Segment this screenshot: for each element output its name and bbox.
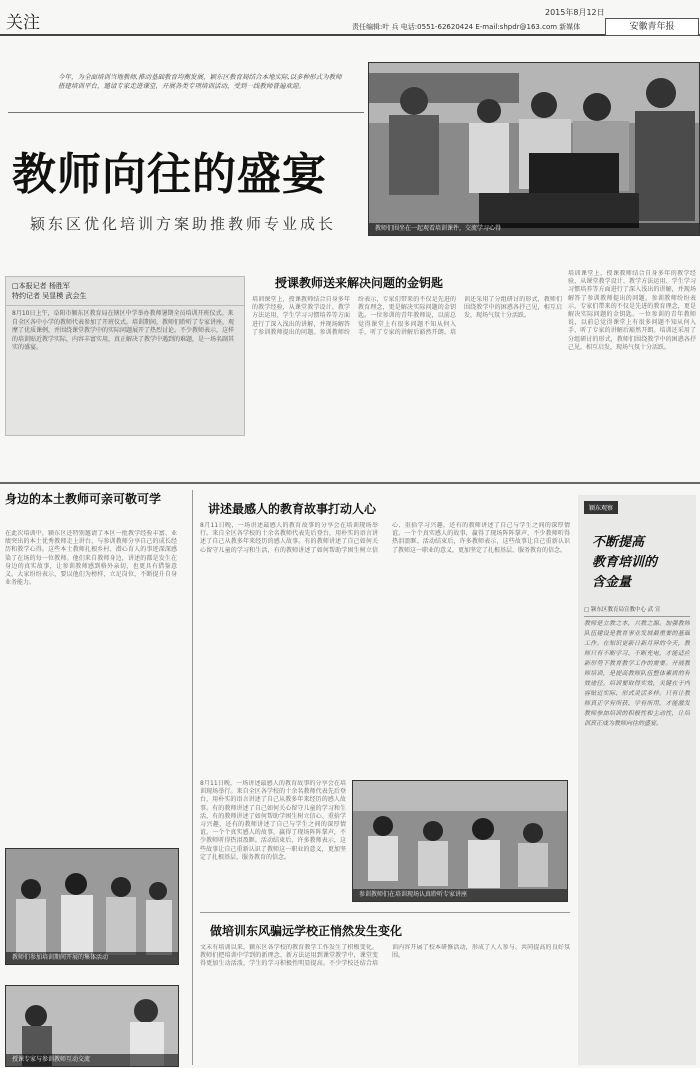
article-1-body: 培训课堂上，授课教师结合自身多年的教学经验，从课堂教学设计、教学方法运用、学生学习习惯培养等方面进行了深入浅出的讲解，并现场解答了参训教师提出的问题。参训教师纷纷表示，专家们带来的不仅是先进的教育理念，更是解决实际问题的金钥匙。一位参训的青年教师说，以前总觉得课堂上有很多问题不知从何入手，听了专家的讲解后豁然开朗。培训还采用了分组研讨的形式，教师们围绕教学中的困惑各抒己见，相互启发，现场气氛十分活跃。	[252, 296, 562, 336]
commentary-body: 教师是立教之本，兴教之源。加强教师队伍建设是教育事业发展最重要的基础工作。在知识更新日新月异的今天，教师只有不断学习、不断充电，才能适应新形势下教育教学工作的需要。开展教师培训，是提高教师队伍整体素质的有效途径。培训要取得实效，关键在于内容贴近实际、形式灵活多样。只有让教师真正学有所获、学有所用，才能激发教师参加培训的积极性和主动性，让培训真正成为教师向往的盛宴。	[584, 620, 690, 727]
lead-paragraph: 今年，为全面培训当地教师,推动基础教育均衡发展，颖东区教育局结合本地实际,以多种形式为教师搭建培训平台，邀请专家走进课堂，开展各类专项培训活动，受到一线教师普遍欢迎。	[58, 73, 342, 90]
commentary-column	[578, 495, 696, 1065]
main-photo-image	[369, 63, 699, 235]
commentary-tag: 颍东观察	[584, 501, 618, 514]
editor-info: 责任编辑:叶 兵 电话:0551-62620424 E-mail:shpdr@163.com 新媒体	[352, 23, 581, 31]
photo-students-image	[6, 849, 178, 964]
article-3-lower-text: 8月11日晚，一场讲述最感人的教育故事的分享会在培训现场举行。来自全区各学校的十余名教师代表先后登台，用朴实的语言讲述了自己从教多年来经历的感人故事。有的教师讲述了自己如何关心留守儿童的学习和生活，有的教师讲述了如何帮助学困生树立信心、重拾学习兴趣，还有的教师讲述了自己与学生之间的深厚情谊。一个个真实感人的故事，赢得了现场阵阵掌声，不少教师听得热泪盈眶。活动结束后，许多教师表示，这些故事让自己重新认识了教师这一职业的意义，更加坚定了扎根基层、服务教育的信念。	[200, 780, 346, 861]
article-2-title: 身边的本土教师可亲可敬可学	[5, 492, 162, 506]
subheadline: 颍东区优化培训方案助推教师专业成长	[30, 215, 337, 233]
article-4-divider	[200, 912, 570, 913]
byline-box	[5, 276, 245, 436]
photo-audience	[352, 780, 568, 902]
article-3-body: 8月11日晚，一场讲述最感人的教育故事的分享会在培训现场举行。来自全区各学校的十余名教师代表先后登台，用朴实的语言讲述了自己从教多年来经历的感人故事。有的教师讲述了自己如何关心留守儿童的学习和生活，有的教师讲述了如何帮助学困生树立信心、重拾学习兴趣，还有的教师讲述了自己与学生之间的深厚情谊。一个个真实感人的故事，赢得了现场阵阵掌声，不少教师听得热泪盈眶。活动结束后，许多教师表示，这些故事让自己重新认识了教师这一职业的意义，更加坚定了扎根基层、服务教育的信念。	[200, 522, 570, 554]
issue-date: 2015年8月12日	[545, 8, 605, 17]
newspaper-logo: 安徽青年报	[605, 18, 699, 36]
reporter-line: □本报记者 杨胜军	[12, 282, 70, 290]
main-photo	[368, 62, 700, 236]
article-1-continued	[568, 270, 696, 470]
article-2-body: 在此次培训中，颍东区还特别邀请了本区一批教学经验丰富、业绩突出的本土优秀教师走上讲台，与参训教师分享自己的成长经历和教学心得。这些本土教师扎根乡村、潜心育人的事迹深深感染了在场的每一位教师。他们来自教师身边，讲述的都是发生在身边的真实故事，让参训教师感到格外亲切，也更具有借鉴意义。大家纷纷表示，要以他们为榜样，立足岗位，不断提升自身业务能力。	[5, 530, 177, 587]
commentary-byline: □ 颍东区教育局宣教中心 武 宣	[584, 605, 690, 617]
article-1-title: 授课教师送来解决问题的金钥匙	[275, 276, 444, 290]
main-photo-caption: 教师们围坐在一起观看培训课件，交流学习心得	[369, 223, 699, 235]
section-divider	[0, 482, 700, 484]
photo-students-caption: 教师们参加培训期间开展的集体活动	[6, 952, 178, 964]
photo-audience-image	[353, 781, 567, 901]
photo-audience-caption: 参训教师们在培训现场认真聆听专家讲座	[353, 889, 567, 901]
photo-students	[5, 848, 179, 965]
photo-speaker-caption: 授课专家与参训教师互动交流	[6, 1054, 178, 1066]
lead-divider	[8, 112, 364, 113]
page-header	[0, 0, 700, 36]
article-3-lower	[200, 780, 346, 910]
article-3-title: 讲述最感人的教育故事打动人心	[208, 502, 377, 516]
article-4-body: 文未有培训以来，颍东区各学校的教育教学工作发生了积极变化。教师们把培训中学到的新理念、新方法运用到课堂教学中，课堂变得更加生动活泼，学生的学习积极性明显提高。不少学校还结合培训内容开展了校本研修活动，形成了人人参与、共同提高的良好氛围。	[200, 944, 570, 968]
headline: 教师向往的盛宴	[12, 149, 327, 200]
article-1-continued-text: 培训课堂上，授课教师结合自身多年的教学经验，从课堂教学设计、教学方法运用、学生学习习惯培养等方面进行了深入浅出的讲解，并现场解答了参训教师提出的问题。参训教师纷纷表示，专家们带来的不仅是先进的教育理念，更是解决实际问题的金钥匙。一位参训的青年教师说，以前总觉得课堂上有很多问题不知从何入手，听了专家的讲解后豁然开朗。培训还采用了分组研讨的形式，教师们围绕教学中的困惑各抒己见，相互启发，现场气氛十分活跃。	[568, 270, 696, 351]
correspondent-line: 特约记者 吴显模 武会生	[12, 292, 87, 300]
section-label: 关注	[6, 13, 40, 33]
article-4-title: 做培训东风骗远学校正悄然发生变化	[210, 924, 403, 938]
commentary-title: 不断提高 教育培训的 含金量	[592, 535, 658, 590]
photo-speaker	[5, 985, 179, 1067]
column-divider	[192, 490, 193, 1065]
byline-body: 8月10日上午，阜阳市颍东区教育局在辖区中学举办教师暑期全员培训开班仪式。来自全区各中小学的教师代表参加了开班仪式。培训期间，教师们聆听了专家讲座，观摩了优质课例，并围绕课堂教学中的实际问题展开了热烈讨论。不少教师表示，这样的培训贴近教学实际，内容丰富实用，真正解决了教学中遇到的难题，是一场名副其实的盛宴。	[12, 310, 235, 351]
